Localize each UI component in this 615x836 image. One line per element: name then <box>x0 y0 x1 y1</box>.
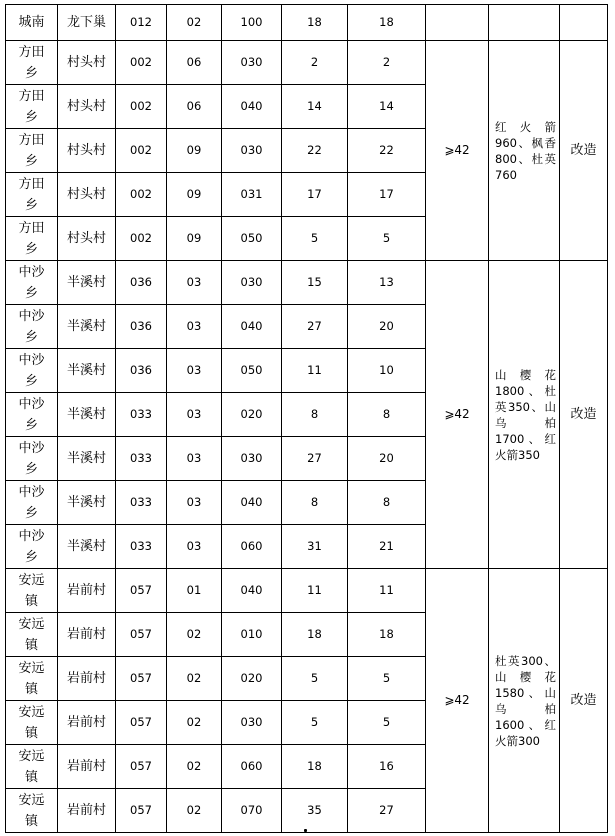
subcompartment-cell: 040 <box>222 481 282 525</box>
township-cell: 方田乡 <box>6 173 58 217</box>
forest-class-cell: 033 <box>116 481 167 525</box>
area-cell: 15 <box>282 261 348 305</box>
compartment-cell: 03 <box>167 481 222 525</box>
work-area-cell: 21 <box>348 525 426 569</box>
work-area-cell: 18 <box>348 5 426 41</box>
compartment-cell: 02 <box>167 5 222 41</box>
subcompartment-cell: 040 <box>222 85 282 129</box>
village-cell: 村头村 <box>58 41 116 85</box>
compartment-cell: 02 <box>167 613 222 657</box>
subcompartment-cell: 031 <box>222 173 282 217</box>
work-area-cell: 20 <box>348 305 426 349</box>
township-cell: 安远镇 <box>6 613 58 657</box>
compartment-cell: 02 <box>167 657 222 701</box>
township-cell: 中沙乡 <box>6 393 58 437</box>
compartment-cell: 02 <box>167 745 222 789</box>
work-area-cell: 10 <box>348 349 426 393</box>
action-cell: 改造 <box>560 261 608 569</box>
subcompartment-cell: 030 <box>222 129 282 173</box>
compartment-cell: 03 <box>167 305 222 349</box>
village-cell: 半溪村 <box>58 481 116 525</box>
forest-class-cell: 057 <box>116 569 167 613</box>
area-cell: 11 <box>282 349 348 393</box>
action-cell <box>560 5 608 41</box>
forest-class-cell: 012 <box>116 5 167 41</box>
village-cell: 岩前村 <box>58 657 116 701</box>
subcompartment-cell: 060 <box>222 745 282 789</box>
township-cell: 方田乡 <box>6 129 58 173</box>
work-area-cell: 8 <box>348 481 426 525</box>
township-cell: 方田乡 <box>6 217 58 261</box>
compartment-cell: 01 <box>167 569 222 613</box>
village-cell: 村头村 <box>58 173 116 217</box>
village-cell: 村头村 <box>58 85 116 129</box>
area-cell: 14 <box>282 85 348 129</box>
subcompartment-cell: 030 <box>222 261 282 305</box>
subcompartment-cell: 030 <box>222 41 282 85</box>
subcompartment-cell: 010 <box>222 613 282 657</box>
area-cell: 2 <box>282 41 348 85</box>
township-cell: 城南 <box>6 5 58 41</box>
species-cell: 杜英300、山樱花1580、山乌柏1600、红火箭300 <box>489 569 560 833</box>
forest-class-cell: 036 <box>116 305 167 349</box>
township-cell: 中沙乡 <box>6 481 58 525</box>
work-area-cell: 16 <box>348 745 426 789</box>
village-cell: 岩前村 <box>58 569 116 613</box>
forest-class-cell: 057 <box>116 613 167 657</box>
township-cell: 安远镇 <box>6 569 58 613</box>
township-cell: 中沙乡 <box>6 525 58 569</box>
village-cell: 龙下巢 <box>58 5 116 41</box>
area-cell: 5 <box>282 217 348 261</box>
township-cell: 中沙乡 <box>6 437 58 481</box>
forest-class-cell: 033 <box>116 393 167 437</box>
compartment-cell: 03 <box>167 261 222 305</box>
gradient-cell: ⩾42 <box>426 569 489 833</box>
forest-class-cell: 036 <box>116 349 167 393</box>
forest-class-cell: 002 <box>116 129 167 173</box>
area-cell: 18 <box>282 5 348 41</box>
gradient-cell <box>426 5 489 41</box>
village-cell: 半溪村 <box>58 393 116 437</box>
area-cell: 22 <box>282 129 348 173</box>
area-cell: 5 <box>282 701 348 745</box>
township-cell: 方田乡 <box>6 85 58 129</box>
area-cell: 18 <box>282 613 348 657</box>
township-cell: 安远镇 <box>6 701 58 745</box>
table-row <box>6 41 608 85</box>
table-row <box>6 5 608 41</box>
village-cell: 半溪村 <box>58 525 116 569</box>
subcompartment-cell: 020 <box>222 393 282 437</box>
species-cell: 红火箭960、枫香800、杜英760 <box>489 41 560 261</box>
township-cell: 安远镇 <box>6 657 58 701</box>
subcompartment-cell: 030 <box>222 437 282 481</box>
compartment-cell: 09 <box>167 129 222 173</box>
subcompartment-cell: 030 <box>222 701 282 745</box>
area-cell: 35 <box>282 789 348 833</box>
forest-class-cell: 057 <box>116 657 167 701</box>
village-cell: 半溪村 <box>58 261 116 305</box>
village-cell: 村头村 <box>58 217 116 261</box>
area-cell: 11 <box>282 569 348 613</box>
forest-class-cell: 057 <box>116 789 167 833</box>
work-area-cell: 17 <box>348 173 426 217</box>
compartment-cell: 09 <box>167 217 222 261</box>
area-cell: 27 <box>282 305 348 349</box>
gradient-cell: ⩾42 <box>426 41 489 261</box>
subcompartment-cell: 040 <box>222 569 282 613</box>
work-area-cell: 5 <box>348 217 426 261</box>
village-cell: 半溪村 <box>58 437 116 481</box>
township-cell: 中沙乡 <box>6 261 58 305</box>
village-cell: 半溪村 <box>58 305 116 349</box>
forest-class-cell: 033 <box>116 437 167 481</box>
village-cell: 岩前村 <box>58 789 116 833</box>
work-area-cell: 13 <box>348 261 426 305</box>
township-cell: 安远镇 <box>6 789 58 833</box>
subcompartment-cell: 060 <box>222 525 282 569</box>
action-cell: 改造 <box>560 41 608 261</box>
area-cell: 27 <box>282 437 348 481</box>
subcompartment-cell: 040 <box>222 305 282 349</box>
work-area-cell: 27 <box>348 789 426 833</box>
forest-plot-table <box>5 4 608 833</box>
area-cell: 18 <box>282 745 348 789</box>
work-area-cell: 14 <box>348 85 426 129</box>
village-cell: 村头村 <box>58 129 116 173</box>
township-cell: 方田乡 <box>6 41 58 85</box>
subcompartment-cell: 050 <box>222 217 282 261</box>
forest-class-cell: 057 <box>116 701 167 745</box>
compartment-cell: 02 <box>167 789 222 833</box>
work-area-cell: 18 <box>348 613 426 657</box>
work-area-cell: 2 <box>348 41 426 85</box>
forest-class-cell: 002 <box>116 173 167 217</box>
forest-class-cell: 036 <box>116 261 167 305</box>
compartment-cell: 02 <box>167 701 222 745</box>
area-cell: 5 <box>282 657 348 701</box>
compartment-cell: 03 <box>167 393 222 437</box>
forest-class-cell: 057 <box>116 745 167 789</box>
work-area-cell: 5 <box>348 657 426 701</box>
area-cell: 17 <box>282 173 348 217</box>
table-row <box>6 261 608 305</box>
township-cell: 中沙乡 <box>6 305 58 349</box>
compartment-cell: 03 <box>167 349 222 393</box>
compartment-cell: 03 <box>167 525 222 569</box>
village-cell: 岩前村 <box>58 745 116 789</box>
work-area-cell: 20 <box>348 437 426 481</box>
subcompartment-cell: 020 <box>222 657 282 701</box>
species-cell: 山樱花1800、杜英350、山乌柏1700、红火箭350 <box>489 261 560 569</box>
subcompartment-cell: 050 <box>222 349 282 393</box>
work-area-cell: 8 <box>348 393 426 437</box>
forest-class-cell: 002 <box>116 41 167 85</box>
compartment-cell: 03 <box>167 437 222 481</box>
compartment-cell: 06 <box>167 41 222 85</box>
forest-class-cell: 002 <box>116 85 167 129</box>
species-cell <box>489 5 560 41</box>
table-body <box>6 5 608 833</box>
forest-class-cell: 002 <box>116 217 167 261</box>
area-cell: 8 <box>282 481 348 525</box>
area-cell: 8 <box>282 393 348 437</box>
compartment-cell: 06 <box>167 85 222 129</box>
page-mark <box>304 829 307 832</box>
village-cell: 半溪村 <box>58 349 116 393</box>
subcompartment-cell: 100 <box>222 5 282 41</box>
work-area-cell: 5 <box>348 701 426 745</box>
compartment-cell: 09 <box>167 173 222 217</box>
gradient-cell: ⩾42 <box>426 261 489 569</box>
action-cell: 改造 <box>560 569 608 833</box>
work-area-cell: 22 <box>348 129 426 173</box>
work-area-cell: 11 <box>348 569 426 613</box>
township-cell: 中沙乡 <box>6 349 58 393</box>
village-cell: 岩前村 <box>58 701 116 745</box>
table-row <box>6 569 608 613</box>
township-cell: 安远镇 <box>6 745 58 789</box>
subcompartment-cell: 070 <box>222 789 282 833</box>
village-cell: 岩前村 <box>58 613 116 657</box>
area-cell: 31 <box>282 525 348 569</box>
forest-class-cell: 033 <box>116 525 167 569</box>
